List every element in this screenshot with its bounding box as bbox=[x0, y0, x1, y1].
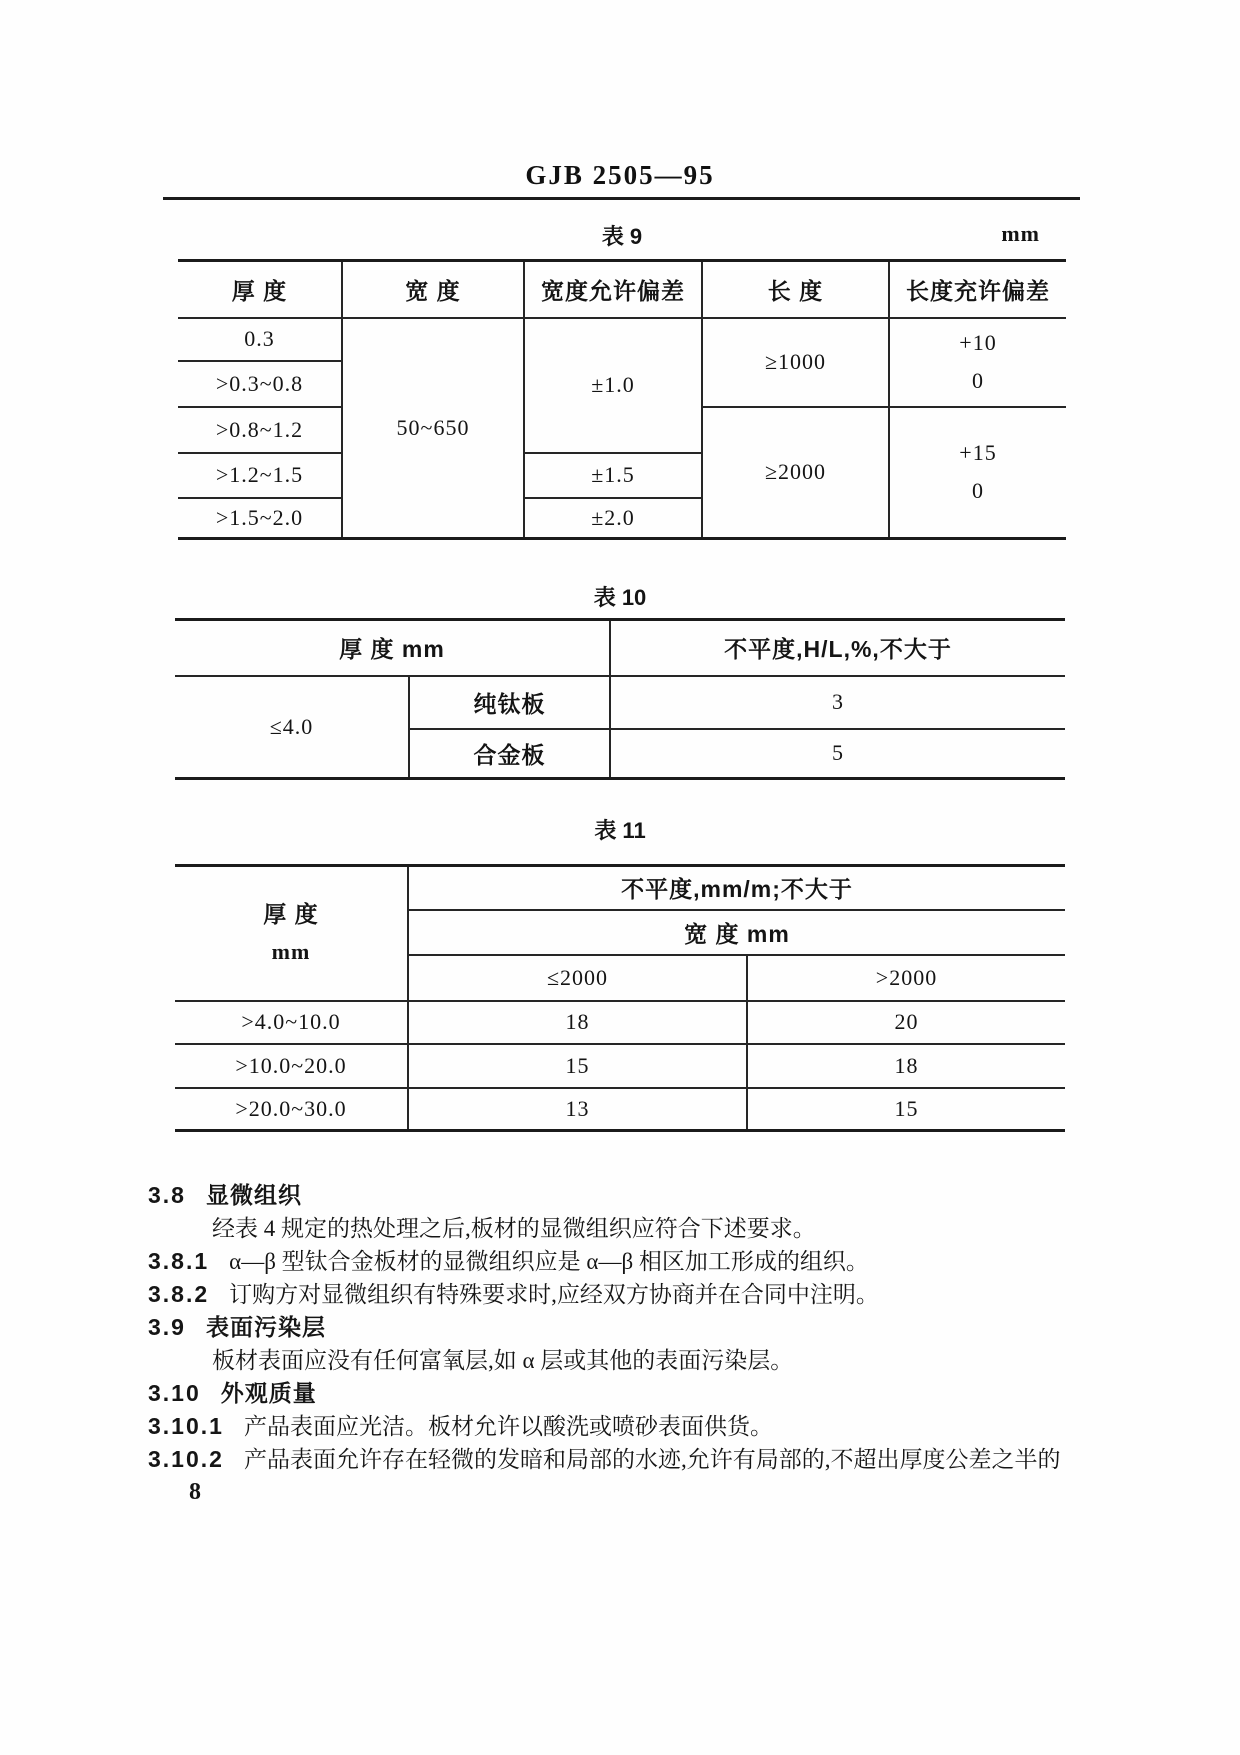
table9-length-dev-2 bbox=[889, 407, 1066, 539]
table9-length-dev-1 bbox=[889, 318, 1066, 407]
table9-width-dev-1: ±1.0 bbox=[524, 318, 702, 453]
table10-value-1: 3 bbox=[610, 676, 1065, 729]
table11-wide-3: 15 bbox=[747, 1088, 1065, 1131]
table11-wide-1: 20 bbox=[747, 1001, 1065, 1044]
table10-caption: 表 10 bbox=[593, 585, 647, 610]
section-text: 产品表面应光洁。板材允许以酸洗或喷砂表面供货。 bbox=[243, 1414, 773, 1439]
table11-header-width: 宽 度 mm bbox=[408, 910, 1065, 955]
section-number: 3.10.1 bbox=[148, 1413, 224, 1439]
table11-header-width-wide: >2000 bbox=[747, 955, 1065, 1001]
table9-header-row bbox=[178, 261, 1066, 318]
table10-header-row bbox=[175, 620, 1065, 676]
table10-material-2: 合金板 bbox=[409, 729, 610, 779]
section-3-8-heading bbox=[148, 1179, 1098, 1212]
table10-thickness-value: ≤4.0 bbox=[175, 676, 409, 779]
table9-length-1: ≥1000 bbox=[702, 318, 889, 407]
section-number: 3.8.1 bbox=[148, 1248, 210, 1274]
table10-header-flatness: 不平度,H/L,%,不大于 bbox=[610, 620, 1065, 676]
header-rule bbox=[163, 197, 1080, 200]
table11-header-thickness bbox=[175, 866, 408, 1001]
section-3-8-2 bbox=[148, 1278, 1098, 1311]
section-title: 表面污染层 bbox=[205, 1314, 326, 1340]
section-number: 3.9 bbox=[148, 1314, 186, 1340]
table11-narrow-1: 18 bbox=[408, 1001, 747, 1044]
section-text: 板材表面应没有任何富氧层,如 α 层或其他的表面污染层。 bbox=[212, 1348, 794, 1373]
table11-header-thickness-line2: mm bbox=[271, 939, 311, 965]
section-3-10-1 bbox=[148, 1410, 1098, 1443]
table9-length-dev-1-bottom: 0 bbox=[972, 368, 984, 393]
table9-caption-row bbox=[178, 220, 1066, 251]
section-3-10-heading bbox=[148, 1377, 1098, 1410]
table11-header-thickness-line1: 厚 度 bbox=[263, 901, 319, 928]
table11-row-3 bbox=[175, 1088, 1065, 1131]
table11-narrow-2: 15 bbox=[408, 1044, 747, 1088]
section-3-10-2 bbox=[148, 1443, 1098, 1476]
table9-row-1 bbox=[178, 318, 1066, 361]
section-number: 3.10.2 bbox=[148, 1446, 224, 1472]
table9-unit: mm bbox=[1001, 221, 1040, 246]
section-number: 3.8 bbox=[148, 1182, 186, 1208]
section-3-9-heading bbox=[148, 1311, 1098, 1344]
table9-thickness-5: >1.5~2.0 bbox=[178, 498, 342, 539]
table11-thickness-2: >10.0~20.0 bbox=[175, 1044, 408, 1088]
table9-width-value: 50~650 bbox=[342, 318, 524, 539]
table9-thickness-4: >1.2~1.5 bbox=[178, 453, 342, 498]
table10-material-1: 纯钛板 bbox=[409, 676, 610, 729]
table11-header-row-1 bbox=[175, 866, 1065, 910]
table9-header-length-dev: 长度充许偏差 bbox=[889, 261, 1066, 318]
section-text: α—β 型钛合金板材的显微组织应是 α—β 相区加工形成的组织。 bbox=[229, 1249, 869, 1274]
table-9 bbox=[178, 259, 1066, 540]
section-number: 3.8.2 bbox=[148, 1281, 210, 1307]
body-text bbox=[148, 1179, 1098, 1509]
table11-thickness-1: >4.0~10.0 bbox=[175, 1001, 408, 1044]
table11-narrow-3: 13 bbox=[408, 1088, 747, 1131]
section-text: 经表 4 规定的热处理之后,板材的显微组织应符合下述要求。 bbox=[212, 1216, 816, 1241]
section-3-8-1 bbox=[148, 1245, 1098, 1278]
table9-width-dev-2: ±1.5 bbox=[524, 453, 702, 498]
section-text: 订购方对显微组织有特殊要求时,应经双方协商并在合同中注明。 bbox=[229, 1282, 879, 1307]
page-number: 8 bbox=[189, 1479, 201, 1505]
table11-thickness-3: >20.0~30.0 bbox=[175, 1088, 408, 1131]
table10-value-2: 5 bbox=[610, 729, 1065, 779]
table9-caption: 表 9 bbox=[601, 224, 643, 249]
section-3-8-body bbox=[148, 1212, 1098, 1245]
table11-wide-2: 18 bbox=[747, 1044, 1065, 1088]
table9-thickness-1: 0.3 bbox=[178, 318, 342, 361]
table9-length-2: ≥2000 bbox=[702, 407, 889, 539]
table9-header-thickness: 厚 度 bbox=[231, 277, 288, 304]
section-text: 产品表面允许存在轻微的发暗和局部的水迹,允许有局部的,不超出厚度公差之半的 bbox=[243, 1447, 1061, 1472]
table9-length-dev-2-bottom: 0 bbox=[972, 478, 984, 504]
table10-header-thickness: 厚 度 mm bbox=[339, 636, 445, 663]
section-number: 3.10 bbox=[148, 1380, 201, 1406]
table9-header-width-dev: 宽度允许偏差 bbox=[524, 261, 702, 318]
table10-row-1 bbox=[175, 676, 1065, 729]
table9-length-dev-1-top: +10 bbox=[959, 330, 997, 355]
table9-header-width: 宽 度 bbox=[342, 261, 524, 318]
table11-caption-row bbox=[175, 814, 1065, 845]
section-title: 外观质量 bbox=[220, 1380, 317, 1406]
table11-header-flatness: 不平度,mm/m;不大于 bbox=[408, 866, 1065, 910]
table9-length-dev-2-top: +15 bbox=[959, 440, 997, 466]
table10-caption-row bbox=[175, 581, 1065, 612]
table11-header-width-narrow: ≤2000 bbox=[408, 955, 747, 1001]
table11-row-1 bbox=[175, 1001, 1065, 1044]
section-3-9-body bbox=[148, 1344, 1098, 1377]
table-11 bbox=[175, 864, 1065, 1132]
document-number: GJB 2505—95 bbox=[525, 160, 715, 190]
table9-thickness-3: >0.8~1.2 bbox=[178, 407, 342, 453]
table9-header-length: 长 度 bbox=[702, 261, 889, 318]
table9-width-dev-3: ±2.0 bbox=[524, 498, 702, 539]
section-title: 显微组织 bbox=[205, 1182, 302, 1208]
table-10 bbox=[175, 618, 1065, 780]
table11-row-2 bbox=[175, 1044, 1065, 1088]
table11-caption: 表 11 bbox=[594, 818, 646, 843]
table9-thickness-2: >0.3~0.8 bbox=[178, 361, 342, 407]
